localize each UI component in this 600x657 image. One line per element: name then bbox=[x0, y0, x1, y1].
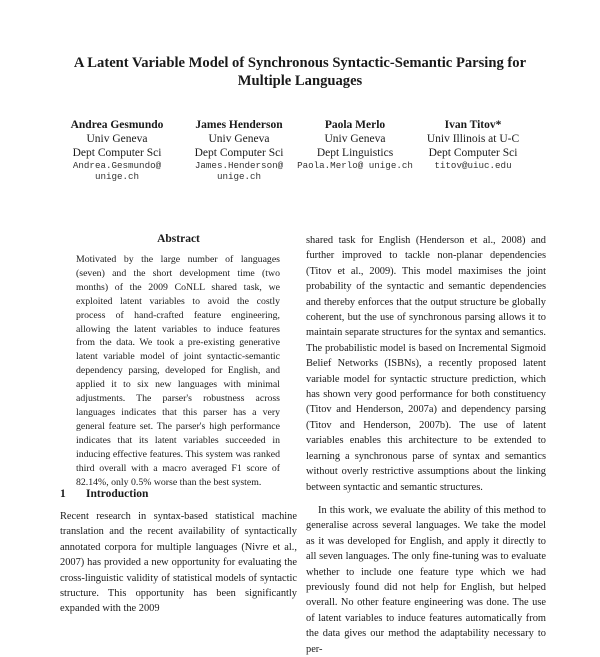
author-email: titov@uiuc.edu bbox=[434, 160, 512, 171]
author-affiliation: Univ Illinois at U-C bbox=[426, 133, 520, 145]
section-heading bbox=[60, 488, 148, 500]
author-block bbox=[174, 118, 304, 182]
body-paragraph: In this work, we evaluate the ability of this method to generalise across several languages. We take the model as it was developed for English, and apply it directly to all seven languages. The only fine-tuning was to evaluate whether to include one feature type which we had previously found did not help for English, but helped overall. No other feature engineering was done. The use of latent variables to induce features automatically from the data gives our method the adaptability necessary to per- bbox=[306, 504, 546, 655]
section-title: Introduction bbox=[86, 488, 149, 500]
abstract-text: Motivated by the large number of languages (seven) and the short development time (two months) of the 2009 CoNLL shared task, we exploited latent variables to avoid the costly process of hand-crafted feature engineering, allowing the latent variables to induce features from the data. We took a pre-existing generative latent variable model of joint syntactic-semantic dependency parsing, developed for English, and applied it to six new languages with minimal adjustments. The parser's robustness across languages indicates that this parser has a very general feature set. The parser's high performance indicates that its latent variables succeeded in inducing effective features. This system was ranked third overall with a macro averaged F1 score of 82.14%, only 0.5% worse than the best system. bbox=[76, 254, 280, 488]
author-department: Dept Linguistics bbox=[316, 147, 394, 159]
author-affiliation: Univ Geneva bbox=[324, 133, 386, 145]
section-number: 1 bbox=[60, 488, 66, 500]
author-name: Andrea Gesmundo bbox=[70, 119, 164, 131]
author-department: Dept Computer Sci bbox=[194, 147, 284, 159]
abstract-heading: Abstract bbox=[157, 233, 200, 245]
author-email: Paola.Merlo@ unige.ch bbox=[297, 160, 413, 171]
author-block bbox=[408, 118, 538, 172]
body-paragraph: shared task for English (Henderson et al., 2008) and further improved to tackle non-planar dependencies (Titov et al., 2009). This model maximises the joint probability of the syntactic and semantic dependencies and thereby enforces that the output structure be globally coherent, but the use of synchronous parsing allows it to maintain separate structures for the syntax and semantics. The probabilistic model is based on Incremental Sigmoid Belief Networks (ISBNs), a recently proposed latent variable model for syntactic structure prediction, which has shown very good performance for both constituency (Titov and Henderson, 2007a) and dependency parsing (Titov and Henderson, 2007b). The use of latent variables enables this architecture to be extended to learning a synchronous parse of syntax and semantics without overly restrictive assumptions about the linking between syntactic and semantic structures. bbox=[306, 235, 546, 493]
author-department: Dept Computer Sci bbox=[428, 147, 518, 159]
author-email: Andrea.Gesmundo@ unige.ch bbox=[72, 160, 162, 182]
author-name: Ivan Titov* bbox=[444, 119, 502, 131]
author-affiliation: Univ Geneva bbox=[86, 133, 148, 145]
right-column bbox=[306, 233, 546, 657]
author-email: James.Henderson@ unige.ch bbox=[194, 160, 284, 182]
author-department: Dept Computer Sci bbox=[72, 147, 162, 159]
author-affiliation: Univ Geneva bbox=[208, 133, 270, 145]
author-name: Paola Merlo bbox=[324, 119, 386, 131]
author-block bbox=[52, 118, 182, 182]
author-name: James Henderson bbox=[195, 119, 283, 131]
author-block bbox=[290, 118, 420, 172]
intro-paragraph: Recent research in syntax-based statistical machine translation and the recent availability of syntactically annotated corpora for multiple languages (Nivre et al., 2007) has provided a new opportunity for evaluating the cross-linguistic validity of statistical models of syntactic structure. This opportunity has been significantly expanded with the 2009 bbox=[60, 511, 297, 615]
paper-title: A Latent Variable Model of Synchronous Syntactic-Semantic Parsing for Multiple Languages bbox=[73, 55, 527, 89]
